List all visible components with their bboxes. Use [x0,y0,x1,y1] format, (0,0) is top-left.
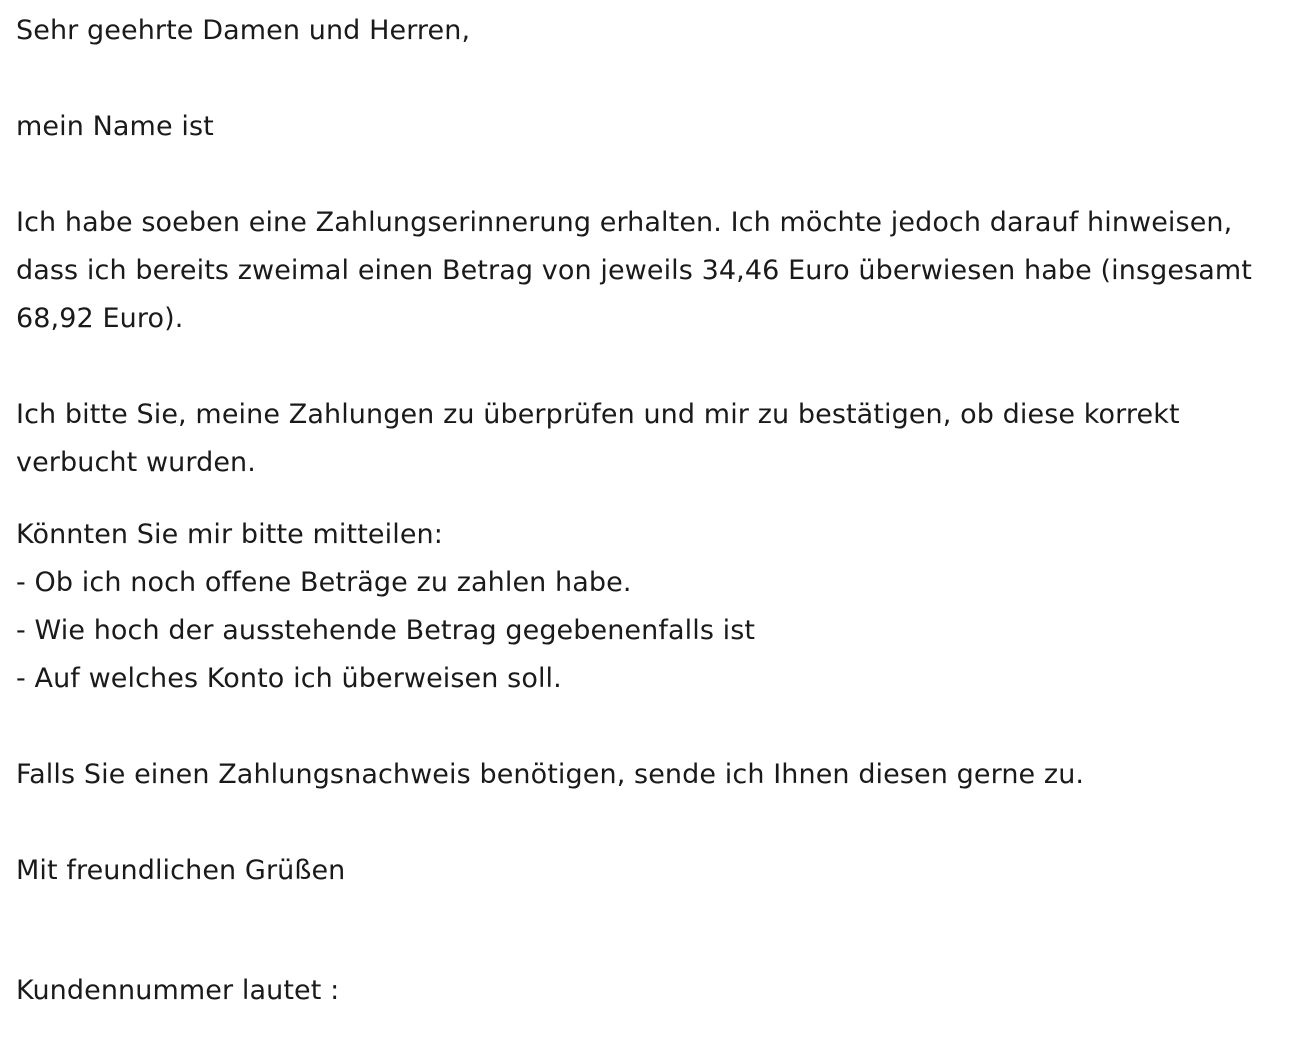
greeting: Sehr geehrte Damen und Herren, [16,15,471,46]
question-item: - Auf welches Konto ich überweisen soll. [16,663,562,694]
customer-number-label: Kundennummer lautet : [16,975,340,1006]
questions-intro: Könnten Sie mir bitte mitteilen: [16,519,443,550]
paragraph-reminder-line-1: Ich habe soeben eine Zahlungserinnerung erhalten. Ich möchte jedoch darauf hinweisen, [16,207,1233,238]
paragraph-reminder-line-3: 68,92 Euro). [16,303,184,334]
paragraph-reminder-line-2: dass ich bereits zweimal einen Betrag von jeweils 34,46 Euro überwiesen habe (insgesamt [16,255,1252,286]
closing: Mit freundlichen Grüßen [16,855,346,886]
proof-offer: Falls Sie einen Zahlungsnachweis benötigen, sende ich Ihnen diesen gerne zu. [16,759,1085,790]
name-intro: mein Name ist [16,111,214,142]
paragraph-request-line-2: verbucht wurden. [16,447,256,478]
paragraph-request-line-1: Ich bitte Sie, meine Zahlungen zu überprüfen und mir zu bestätigen, ob diese korrekt [16,399,1180,430]
question-item: - Ob ich noch offene Beträge zu zahlen habe. [16,567,632,598]
question-item: - Wie hoch der ausstehende Betrag gegebenenfalls ist [16,615,756,646]
